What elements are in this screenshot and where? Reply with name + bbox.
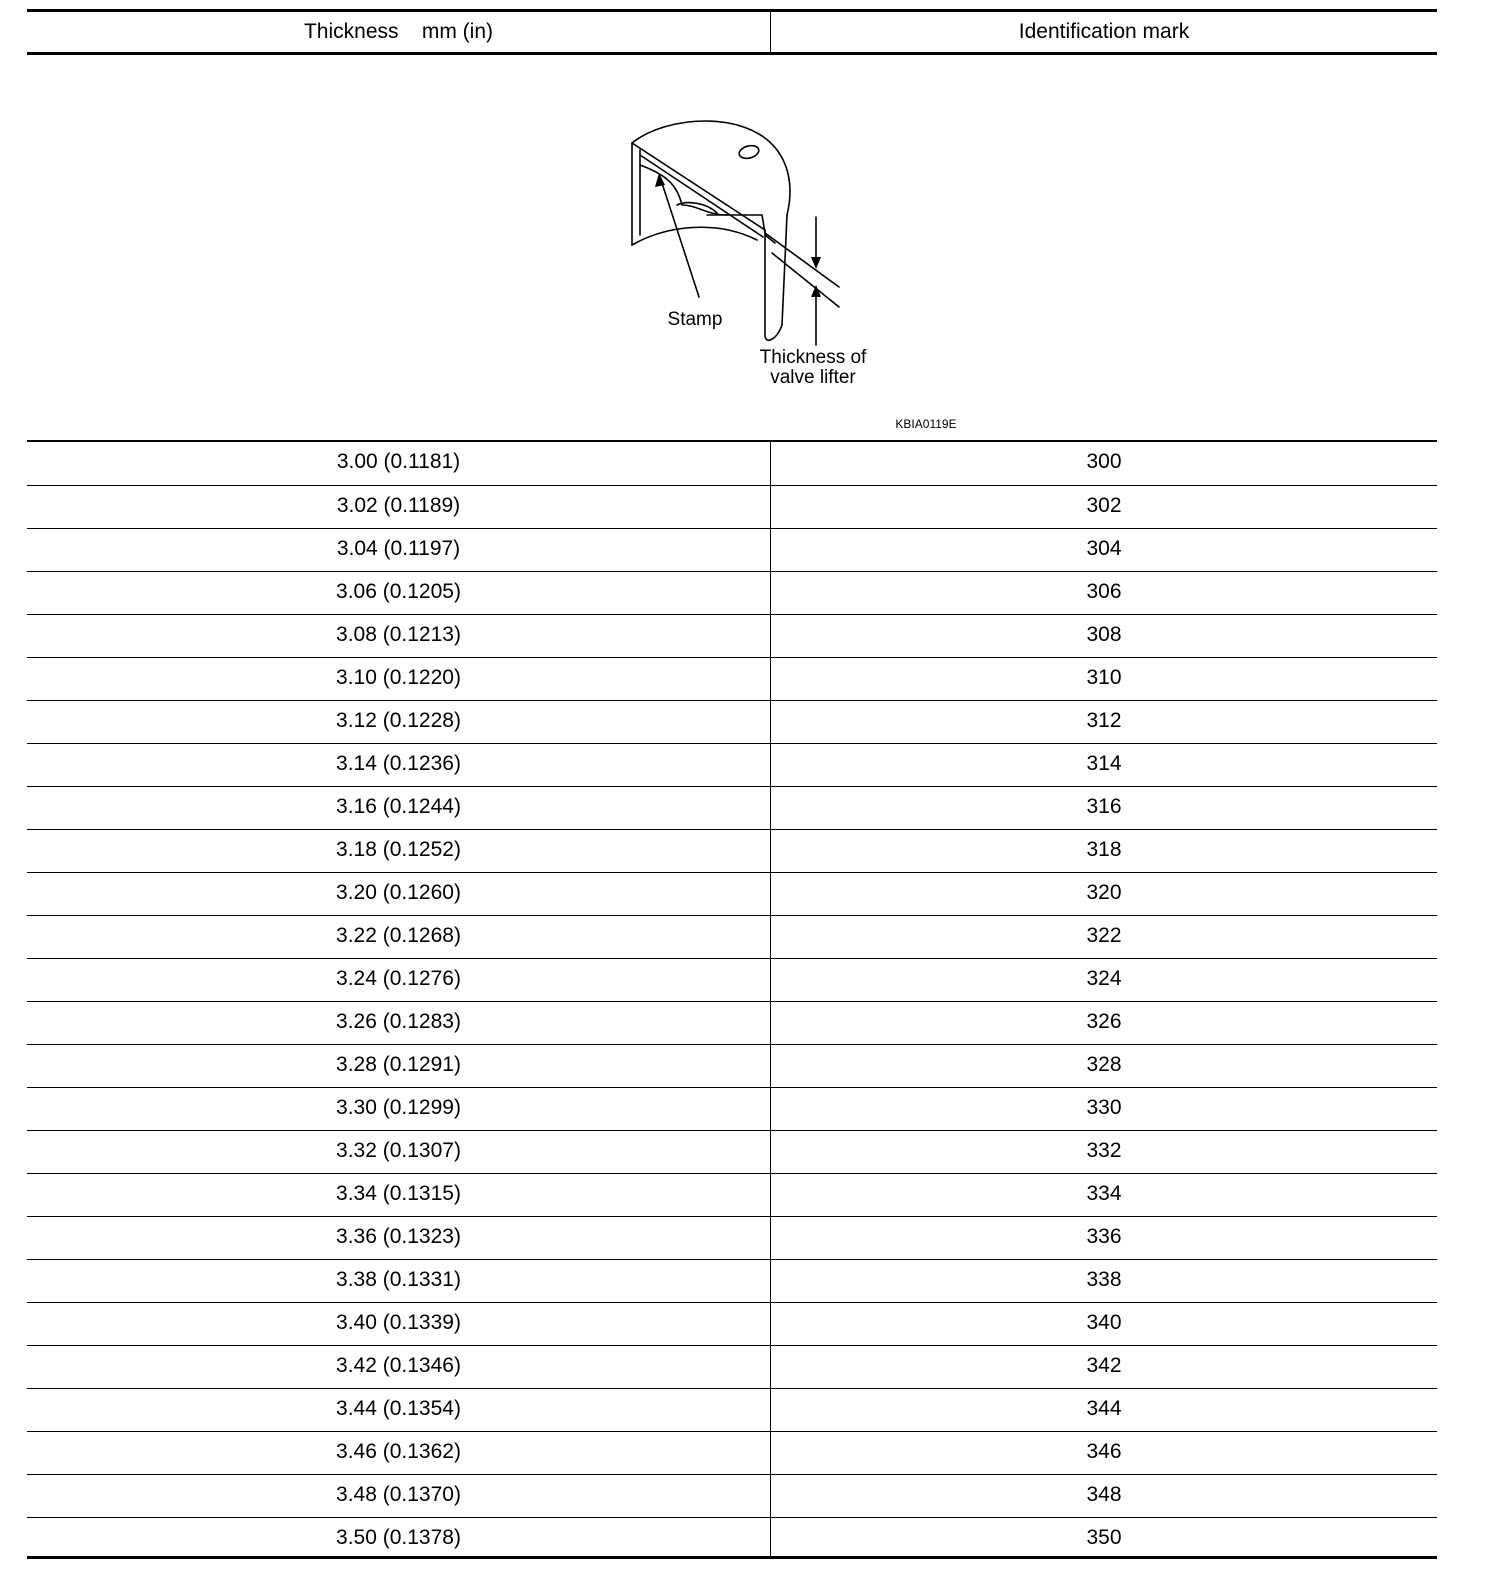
table-row xyxy=(27,571,1437,614)
thickness-label-line1: Thickness of xyxy=(759,347,867,368)
identification-mark-cell: 308 xyxy=(1086,623,1122,646)
identification-mark-cell: 326 xyxy=(1086,1010,1122,1033)
table-row xyxy=(27,872,1437,915)
thickness-cell: 3.18 (0.1252) xyxy=(336,838,461,861)
thickness-cell: 3.32 (0.1307) xyxy=(336,1139,461,1162)
valve-lifter-thickness-table xyxy=(27,9,1437,1559)
thickness-cell: 3.44 (0.1354) xyxy=(336,1397,461,1420)
thickness-cell: 3.14 (0.1236) xyxy=(336,752,461,775)
thickness-cell: 3.46 (0.1362) xyxy=(336,1440,461,1463)
table-row xyxy=(27,485,1437,528)
identification-mark-cell: 312 xyxy=(1086,709,1122,732)
thickness-cell: 3.06 (0.1205) xyxy=(336,580,461,603)
table-header-row xyxy=(27,12,1437,55)
table-row xyxy=(27,1216,1437,1259)
table-row xyxy=(27,1517,1437,1560)
thickness-cell: 3.28 (0.1291) xyxy=(336,1053,461,1076)
identification-mark-cell: 344 xyxy=(1086,1397,1122,1420)
identification-mark-cell: 316 xyxy=(1086,795,1122,818)
table-body xyxy=(27,442,1437,1559)
header-thickness: Thickness mm (in) xyxy=(303,20,494,43)
figure-row xyxy=(27,55,1437,442)
table-row xyxy=(27,1474,1437,1517)
identification-mark-cell: 328 xyxy=(1086,1053,1122,1076)
thickness-cell: 3.00 (0.1181) xyxy=(336,450,461,473)
identification-mark-cell: 346 xyxy=(1086,1440,1122,1463)
thickness-cell: 3.02 (0.1189) xyxy=(336,494,461,517)
identification-mark-cell: 350 xyxy=(1086,1526,1122,1549)
table-row xyxy=(27,1259,1437,1302)
thickness-cell: 3.48 (0.1370) xyxy=(336,1483,461,1506)
identification-mark-cell: 302 xyxy=(1086,494,1122,517)
identification-mark-cell: 310 xyxy=(1086,666,1122,689)
thickness-cell: 3.26 (0.1283) xyxy=(336,1010,461,1033)
table-row xyxy=(27,786,1437,829)
table-row xyxy=(27,1431,1437,1474)
thickness-cell: 3.04 (0.1197) xyxy=(336,537,461,560)
identification-mark-cell: 304 xyxy=(1086,537,1122,560)
stamp-label: Stamp xyxy=(667,309,723,330)
identification-mark-cell: 334 xyxy=(1086,1182,1122,1205)
valve-lifter-illustration xyxy=(27,55,1437,440)
table-row xyxy=(27,1173,1437,1216)
table-row xyxy=(27,915,1437,958)
identification-mark-cell: 336 xyxy=(1086,1225,1122,1248)
identification-mark-cell: 340 xyxy=(1086,1311,1122,1334)
identification-mark-cell: 322 xyxy=(1086,924,1122,947)
table-row xyxy=(27,958,1437,1001)
table-row xyxy=(27,528,1437,571)
thickness-cell: 3.30 (0.1299) xyxy=(336,1096,461,1119)
table-row xyxy=(27,1087,1437,1130)
identification-mark-cell: 320 xyxy=(1086,881,1122,904)
thickness-cell: 3.38 (0.1331) xyxy=(336,1268,461,1291)
table-row xyxy=(27,700,1437,743)
thickness-cell: 3.42 (0.1346) xyxy=(336,1354,461,1377)
identification-mark-cell: 342 xyxy=(1086,1354,1122,1377)
table-row xyxy=(27,1388,1437,1431)
identification-mark-cell: 314 xyxy=(1086,752,1122,775)
thickness-cell: 3.34 (0.1315) xyxy=(336,1182,461,1205)
table-row xyxy=(27,1001,1437,1044)
header-identification-mark: Identification mark xyxy=(1018,20,1190,43)
identification-mark-cell: 300 xyxy=(1086,450,1122,473)
identification-mark-cell: 306 xyxy=(1086,580,1122,603)
thickness-cell: 3.36 (0.1323) xyxy=(336,1225,461,1248)
identification-mark-cell: 324 xyxy=(1086,967,1122,990)
thickness-cell: 3.20 (0.1260) xyxy=(336,881,461,904)
table-row xyxy=(27,1345,1437,1388)
table-row xyxy=(27,1044,1437,1087)
table-row xyxy=(27,657,1437,700)
thickness-cell: 3.50 (0.1378) xyxy=(336,1526,461,1549)
thickness-cell: 3.16 (0.1244) xyxy=(336,795,461,818)
thickness-cell: 3.24 (0.1276) xyxy=(336,967,461,990)
figure-code: KBIA0119E xyxy=(895,417,957,431)
thickness-cell: 3.22 (0.1268) xyxy=(336,924,461,947)
identification-mark-cell: 338 xyxy=(1086,1268,1122,1291)
table-row xyxy=(27,1130,1437,1173)
table-row xyxy=(27,1302,1437,1345)
thickness-label-line2: valve lifter xyxy=(770,367,856,388)
thickness-cell: 3.40 (0.1339) xyxy=(336,1311,461,1334)
identification-mark-cell: 330 xyxy=(1086,1096,1122,1119)
table-row xyxy=(27,442,1437,485)
identification-mark-cell: 318 xyxy=(1086,838,1122,861)
table-row xyxy=(27,743,1437,786)
table-row xyxy=(27,614,1437,657)
thickness-cell: 3.08 (0.1213) xyxy=(336,623,461,646)
table-row xyxy=(27,829,1437,872)
identification-mark-cell: 332 xyxy=(1086,1139,1122,1162)
thickness-cell: 3.10 (0.1220) xyxy=(336,666,461,689)
thickness-cell: 3.12 (0.1228) xyxy=(336,709,461,732)
identification-mark-cell: 348 xyxy=(1086,1483,1122,1506)
